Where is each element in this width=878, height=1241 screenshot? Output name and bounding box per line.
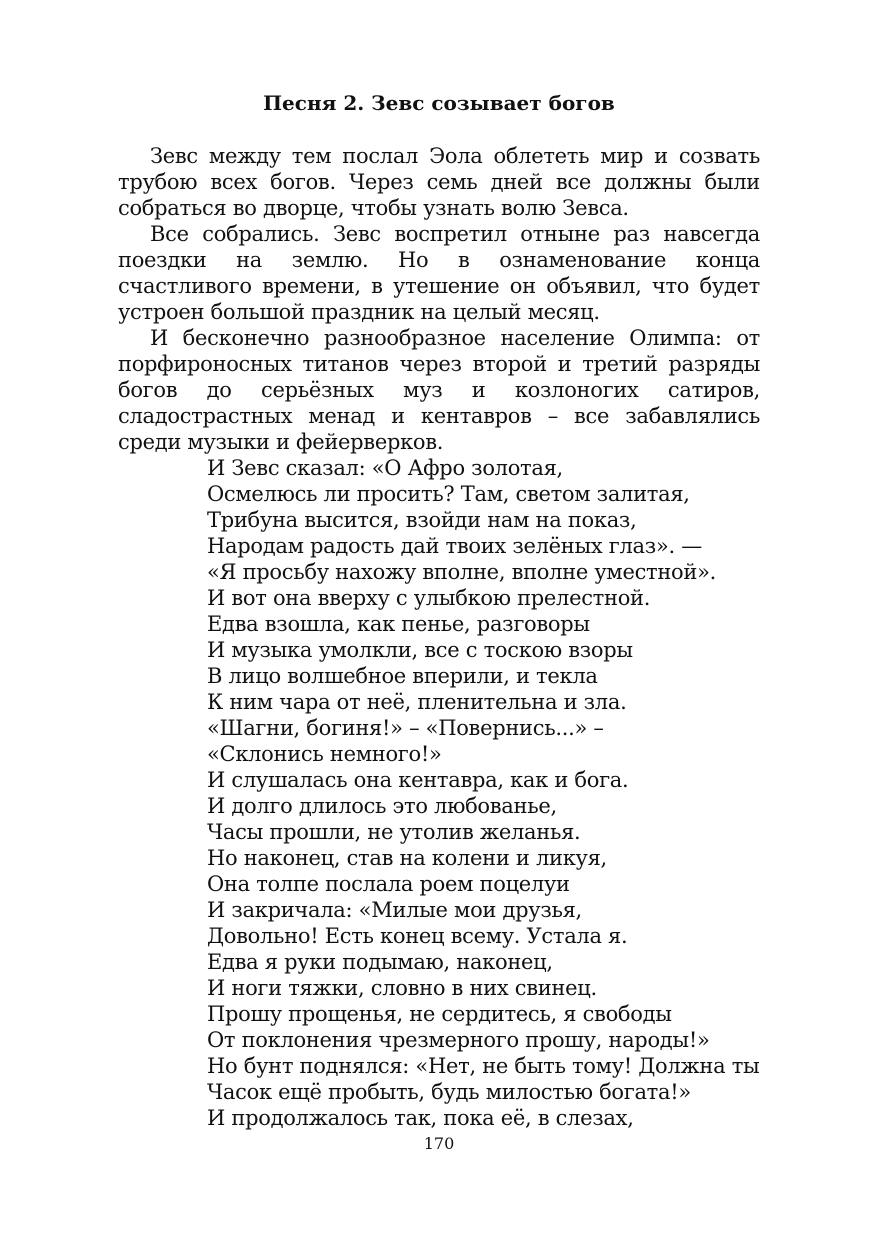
verse-line: «Склонись немного!» xyxy=(207,742,442,766)
verse-line: К ним чара от неё, пленительна и зла. xyxy=(207,690,627,714)
verse-line: Трибуна высится, взойди нам на показ, xyxy=(207,508,637,532)
verse-line: Часы прошли, не утолив желанья. xyxy=(207,820,581,844)
verse-line: Осмелюсь ли просить? Там, светом залитая, xyxy=(207,482,690,506)
verse-line: Но бунт поднялся: «Нет, не быть тому! Должна ты xyxy=(207,1054,760,1078)
verse-line: «Шагни, богиня!» – «Повернись...» – xyxy=(207,716,604,740)
verse-line: Народам радость дай твоих зелёных глаз». — xyxy=(207,534,702,558)
paragraph: И бесконечно разнообразное население Олимпа: от порфироносных титанов через второй и третий разряды богов до серьёзных муз и козлоногих сатиров, сладострастных менад и кентавров – все забавлялись среди музыки и фейерверков. xyxy=(118,326,760,454)
prose-block xyxy=(118,143,760,455)
verse-line: И продолжалось так, пока её, в слезах, xyxy=(207,1106,634,1130)
verse-line: Едва взошла, как пенье, разговоры xyxy=(207,612,590,636)
verse-line: И слушалась она кентавра, как и бога. xyxy=(207,768,629,792)
verse-line: Довольно! Есть конец всему. Устала я. xyxy=(207,924,628,948)
verse-line: Едва я руки подымаю, наконец, xyxy=(207,950,553,974)
verse-line: И музыка умолкли, все с тоскою взоры xyxy=(207,638,633,662)
paragraph: Все собрались. Зевс воспретил отныне раз навсегда поездки на землю. Но в ознаменование конца счастливого времени, в утешение он объявил, что будет устроен большой праздник на целый месяц. xyxy=(118,222,760,324)
paragraph: Зевс между тем послал Эола облететь мир и созвать трубою всех богов. Через семь дней все должны были собраться во дворце, чтобы узнать волю Зевса. xyxy=(118,144,760,220)
verse-line: И долго длилось это любованье, xyxy=(207,794,557,818)
verse-line: Прошу прощенья, не сердитесь, я свободы xyxy=(207,1002,672,1026)
verse-line: И Зевс сказал: «О Афро золотая, xyxy=(207,456,563,480)
verse-line: Но наконец, став на колени и ликуя, xyxy=(207,846,607,870)
verse-line: И закричала: «Милые мои друзья, xyxy=(207,898,582,922)
verse-line: «Я просьбу нахожу вполне, вполне уместной». xyxy=(207,560,717,584)
verse-line: В лицо волшебное вперили, и текла xyxy=(207,664,598,688)
verse-line: Часок ещё пробыть, будь милостью богата!» xyxy=(207,1080,691,1104)
page-number: 170 xyxy=(423,1134,455,1153)
chapter-title: Песня 2. Зевс созывает богов xyxy=(263,91,615,115)
verse-line: Она толпе послала роем поцелуи xyxy=(207,872,570,896)
verse-line: И ноги тяжки, словно в них свинец. xyxy=(207,976,597,1000)
verse-block xyxy=(207,455,787,1131)
verse-line: И вот она вверху с улыбкою прелестной. xyxy=(207,586,651,610)
verse-line: От поклонения чрезмерного прошу, народы!» xyxy=(207,1028,710,1052)
